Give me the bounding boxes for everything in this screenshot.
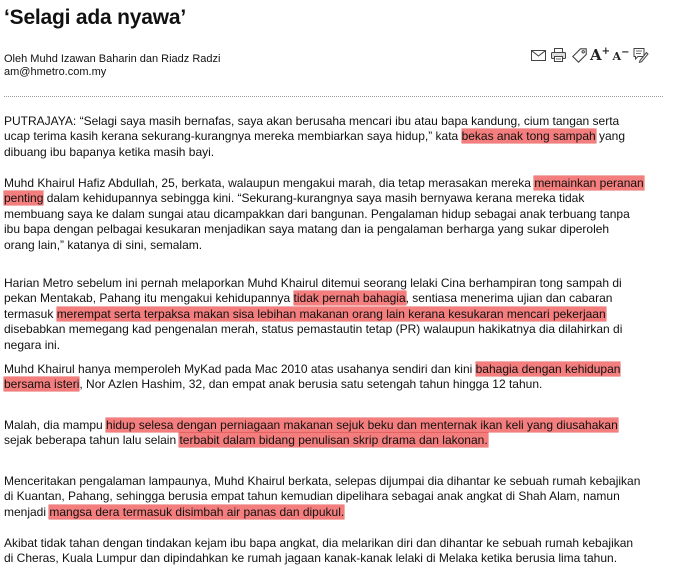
text-run: Muhd Khairul Hafiz Abdullah, 25, berkata, walaupun mengakui marah, dia tetap merasakan mereka [4, 176, 535, 190]
paragraph-line [4, 207, 664, 222]
text-run: pekan Mentakab, Pahang itu mengakui kehidupannya [4, 291, 294, 306]
text-run: sejak beberapa tahun lalu selain [4, 433, 180, 448]
highlighted-phrase: bersama isteri [4, 377, 80, 392]
paragraph-1 [4, 114, 664, 160]
article-toolbar [528, 44, 651, 66]
text-run: dalam kehidupannya sebingga kini. “Sekurang-kurangnya saya masih bernyawa kerana mereka tidak [43, 191, 585, 206]
highlighted-phrase: penting [4, 191, 44, 206]
paragraph-5 [4, 418, 664, 449]
byline [4, 53, 220, 79]
print-icon[interactable] [548, 48, 569, 62]
paragraph-line [4, 291, 664, 306]
paragraph-line [4, 129, 664, 144]
text-run: negara ini. [4, 337, 61, 352]
font-increase-icon[interactable] [589, 45, 611, 64]
paragraph-line [4, 176, 664, 191]
tag-icon[interactable] [569, 48, 589, 63]
paragraph-line [4, 474, 664, 489]
paragraph-line [4, 307, 664, 322]
paragraph-line [4, 362, 664, 377]
paragraph-line [4, 536, 664, 551]
paragraph-line [4, 238, 664, 253]
text-run: Akibat tidak tahan dengan tindakan kejam ibu bapa angkat, dia melarikan diri dan dihantar ke sebuah rumah kebajikan [4, 536, 634, 550]
text-run: Harian Metro sebelum ini pernah melaporkan Muhd Khairul ditemui seorang lelaki Cina berhampiran tong sampah di [4, 276, 622, 290]
text-run: ucap terima kasih kerana sekurang-kurangnya mereka membiarkan saya hidup,” kata [4, 129, 462, 144]
paragraph-line [4, 418, 664, 433]
paragraph-line [4, 191, 664, 206]
paragraph-line [4, 338, 664, 353]
paragraph-line [4, 505, 664, 520]
paragraph-4 [4, 362, 664, 393]
highlighted-phrase: terbabit dalam bidang penulisan skrip drama dan lakonan. [179, 433, 488, 448]
paragraph-line [4, 551, 664, 566]
author-name: Oleh Muhd Izawan Baharin dan Riadz Radzi [4, 53, 221, 65]
highlighted-phrase: memainkan peranan [534, 176, 644, 190]
font-decrease-icon[interactable] [611, 48, 631, 62]
text-run: menjadi [4, 504, 50, 519]
text-run: Malah, dia mampu [4, 418, 107, 432]
text-run: dibuang ibu bapanya ketika masih bayi. [4, 144, 215, 159]
highlighted-phrase: bahagia dengan kehidupan [475, 362, 621, 376]
paragraph-6 [4, 474, 664, 520]
text-run: termasuk [4, 306, 57, 321]
font-increase-letter: A [589, 45, 602, 64]
text-run: Menceritakan pengalaman lampaunya, Muhd Khairul berkata, selepas dijumpai dia dihantar ke sebuah rumah kebajikan [4, 474, 641, 488]
paragraph-line [4, 276, 664, 291]
comment-icon[interactable] [631, 47, 651, 63]
header-divider [4, 96, 663, 97]
paragraph-3 [4, 276, 664, 353]
highlighted-phrase: hidup selesa dengan perniagaan makanan sejuk beku dan menternak ikan keli yang diusahakan [106, 418, 618, 432]
highlighted-phrase: tidak pernah bahagia [293, 291, 406, 306]
text-run: PUTRAJAYA: “Selagi saya masih bernafas, saya akan berusaha mencari ibu atau bapa kandung, cium tangan serta [4, 114, 620, 128]
author-email: am@hmetro.com.my [4, 66, 107, 78]
highlighted-phrase: mangsa dera termasuk disimbah air panas dan dipukul. [49, 504, 345, 519]
text-run: membuang saya ke dalam sungai atau dicampakkan dari bangunan. Pengalaman hidup sebagai anak terbuang tanpa [4, 206, 630, 221]
text-run: , Nor Azlen Hashim, 32, dan empat anak berusia satu setengah tahun hingga 12 tahun. [79, 377, 543, 392]
paragraph-2 [4, 176, 664, 253]
text-run: di Kuantan, Pahang, sehingga berusia empat tahun kemudian dipelihara sebagai anak angkat di Shah Alam, namun [4, 489, 620, 504]
paragraph-line [4, 222, 664, 237]
email-icon[interactable] [528, 50, 548, 61]
paragraph-line [4, 322, 664, 337]
paragraph-line [4, 114, 664, 129]
font-decrease-letter: A [612, 50, 622, 63]
font-increase-sign: + [601, 45, 611, 57]
article-title: ‘Selagi ada nyawa’ [4, 6, 186, 29]
text-run: disebabkan memegang kad pengenalan merah, status pemastautin tetap (PR) walaupun hakikatnya dia dilahirkan di [4, 322, 623, 337]
text-run: orang lain,” katanya di sini, semalam. [4, 237, 203, 252]
text-run: di Cheras, Kuala Lumpur dan dipindahkan ke rumah jagaan kanak-kanak lelaki di Melaka ketika berusia lima tahun. [4, 551, 618, 566]
paragraph-line [4, 489, 664, 504]
text-run: Muhd Khairul hanya memperoleh MyKad pada Mac 2010 atas usahanya sendiri dan kini [4, 362, 476, 376]
text-run: yang [595, 129, 626, 144]
paragraph-line [4, 145, 664, 160]
text-run: ibu bapa dengan pelbagai kesukaran menjadikan saya matang dan ia pengalaman berharga yang sukar diperoleh [4, 222, 610, 237]
font-decrease-sign: − [621, 46, 630, 58]
highlighted-phrase: merempat serta terpaksa makan sisa lebihan makanan orang lain kerana kesukaran mencari pekerjaan [56, 306, 606, 321]
paragraph-line [4, 433, 664, 448]
highlighted-phrase: bekas anak tong sampah [461, 129, 596, 144]
paragraph-7 [4, 536, 664, 567]
text-run: , sentiasa menerima ujian dan cabaran [405, 291, 613, 306]
paragraph-line [4, 377, 664, 392]
